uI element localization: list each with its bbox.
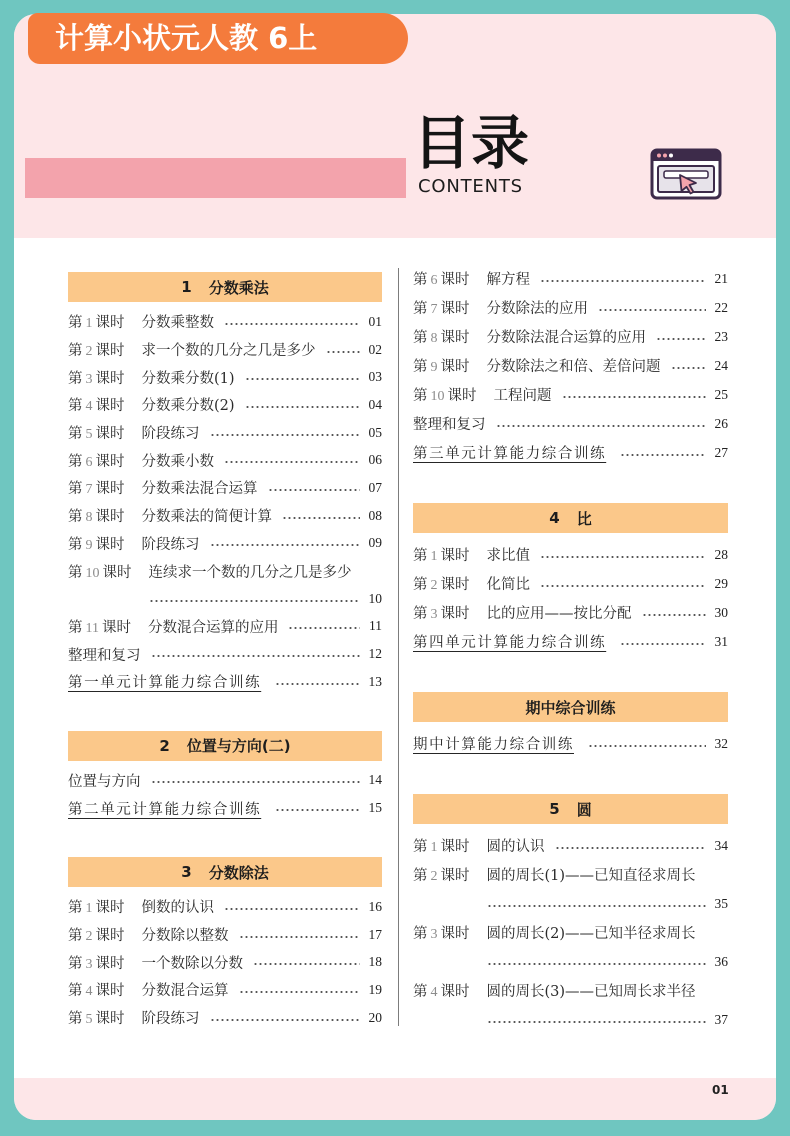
lesson-label: 第 3 课时 [413,926,470,942]
dot-leader [671,365,707,371]
entry-title: 分数乘法混合运算 [141,481,258,498]
toc-entry [68,419,382,447]
page-number: 10 [368,590,382,606]
entry-title: 分数除法混合运算的应用 [486,330,646,346]
lesson-label: 第 5 课时 [68,1011,125,1028]
page-subtitle: CONTENTS [418,176,523,197]
training-title: 第四单元计算能力综合训练 [413,635,607,651]
dot-leader [210,1017,361,1023]
entry-title: 分数除法的应用 [486,301,588,317]
lesson-number: 1 [85,316,93,332]
toc-left-column [68,272,382,1031]
page-number: 15 [368,800,382,816]
toc-entry-continuation [413,947,728,976]
entry-title: 解方程 [486,272,530,288]
toc-entry [413,540,728,569]
lesson-label: 第 5 课时 [68,426,125,443]
lesson-number: 2 [430,578,438,593]
lesson-label: 第 6 课时 [68,453,125,470]
lesson-number: 3 [430,927,438,942]
page-number: 16 [368,898,382,914]
toc-entry [413,322,728,351]
page-number: 29 [714,575,728,591]
page-number: 03 [368,369,382,385]
dot-leader [210,542,361,548]
section-title: 分数除法 [208,863,269,882]
toc-entry [68,474,382,502]
entry-title: 比的应用——按比分配 [486,606,632,622]
page-number: 11 [369,618,382,634]
entry-title: 求比值 [486,548,530,564]
page-title: 目录 [413,109,530,177]
lesson-number: 7 [430,302,438,317]
dot-leader [245,376,360,382]
page-number: 23 [714,328,728,344]
page-number: 34 [714,837,728,853]
section-number: 4 [549,509,560,527]
toc-entry [68,363,382,391]
entry-title: 分数混合运算的应用 [147,619,279,636]
dot-leader [253,961,360,967]
title-accent-bar [25,158,406,198]
toc-entry [413,860,728,889]
toc-entry [68,976,382,1004]
dot-leader [540,278,706,284]
page-number: 14 [368,772,382,788]
dot-leader [245,404,360,410]
toc-entry [68,767,382,795]
toc-group [413,503,728,656]
section-title: 比 [576,509,592,528]
lesson-number: 1 [85,901,93,917]
lesson-label: 第 10 课时 [68,564,132,581]
toc-entry [413,976,728,1005]
lesson-number: 4 [85,399,93,415]
lesson-label: 第 2 课时 [68,928,125,945]
page-number: 25 [714,386,728,402]
section-number: 2 [159,736,170,755]
entry-title: 圆的周长(1)——已知直径求周长 [486,868,696,884]
toc-entry [68,948,382,976]
toc-right-column [413,264,728,1034]
lesson-number: 9 [85,537,93,553]
lesson-label: 第 3 课时 [413,606,470,622]
toc-entry [413,380,728,409]
dot-leader [151,653,361,659]
training-title: 期中计算能力综合训练 [413,737,574,753]
lesson-label: 第 8 课时 [68,509,125,526]
dot-leader [540,554,706,560]
dot-leader [288,625,360,631]
section-title: 分数乘法 [208,278,269,297]
section-header [68,272,382,302]
dot-leader [540,583,706,589]
page-number: 24 [714,357,728,373]
lesson-label: 第 9 课时 [68,536,125,553]
toc-entry [413,409,728,438]
toc-entry [68,893,382,921]
page-number: 36 [714,953,728,969]
dot-leader [239,934,361,940]
page-number: 37 [714,1011,728,1027]
lesson-number: 4 [430,985,438,1000]
dot-leader [487,903,706,909]
lesson-number: 8 [85,510,93,526]
page-number: 09 [368,535,382,551]
series-title-tab: 计算小状元人教 6上 [28,13,408,64]
lesson-label: 第 3 课时 [68,955,125,972]
lesson-number: 3 [85,956,93,972]
page-number: 18 [368,954,382,970]
toc-entry [68,391,382,419]
section-number: 5 [549,800,560,818]
page-number: 19 [368,981,382,997]
lesson-label: 第 1 课时 [68,900,125,917]
toc-entry [68,502,382,530]
entry-title: 一个数除以分数 [141,955,243,972]
toc-entry-continuation [413,1005,728,1034]
lesson-number: 1 [430,840,438,855]
dot-leader [224,459,360,465]
dot-leader [151,779,361,785]
page-number: 27 [714,444,728,460]
lesson-number: 6 [85,454,93,470]
entry-title: 圆的周长(2)——已知半径求周长 [486,926,696,942]
training-title: 第一单元计算能力综合训练 [68,675,262,692]
page-number: 20 [368,1009,382,1025]
lesson-number: 9 [430,360,438,375]
dot-leader [239,989,361,995]
lesson-number: 3 [430,607,438,622]
page-number: 31 [714,633,728,649]
toc-group [413,692,728,758]
dot-leader [620,641,706,647]
entry-title: 分数混合运算 [141,983,229,1000]
page-number: 08 [368,507,382,523]
entry-title: 圆的认识 [486,839,545,855]
toc-entry [68,530,382,558]
toc-entry [68,668,382,696]
toc-group [68,857,382,1031]
page-number: 02 [368,341,382,357]
dot-leader [224,321,360,327]
lesson-number: 6 [430,273,438,288]
lesson-label: 第 7 课时 [68,481,125,498]
toc-entry [68,1004,382,1032]
lesson-label: 第 1 课时 [413,548,470,564]
page-number-footer: 01 [712,1083,729,1097]
dot-leader [562,394,707,400]
lesson-label: 第 11 课时 [68,619,131,636]
page-number: 28 [714,546,728,562]
dot-leader [282,515,360,521]
section-title: 期中综合训练 [525,698,616,717]
dot-leader [620,452,706,458]
toc-entry [413,598,728,627]
lesson-label: 第 1 课时 [413,839,470,855]
entry-title: 分数乘整数 [141,315,214,332]
page-number: 13 [368,673,382,689]
toc-entry [68,336,382,364]
page-number: 05 [368,424,382,440]
toc-entry-continuation [68,585,382,613]
entry-title: 分数除以整数 [141,928,229,945]
entry-title: 分数乘法的简便计算 [141,509,272,526]
dot-leader [326,349,361,355]
section-header [68,857,382,887]
lesson-number: 5 [85,427,93,443]
entry-title: 分数乘分数(1) [141,370,235,387]
page-number: 12 [368,646,382,662]
toc-entry [68,921,382,949]
lesson-label: 第 1 课时 [68,315,125,332]
browser-window-cursor-icon [650,148,722,200]
page-number: 01 [368,313,382,329]
entry-title: 倒数的认识 [141,900,214,917]
page-number: 06 [368,452,382,468]
lesson-label: 第 7 课时 [413,301,470,317]
section-title: 圆 [576,800,592,819]
toc-entry [413,627,728,656]
page-number: 07 [368,479,382,495]
page-number: 35 [714,895,728,911]
training-title: 第三单元计算能力综合训练 [413,446,607,462]
entry-title: 位置与方向 [68,773,141,790]
section-number: 3 [181,863,192,881]
entry-title: 求一个数的几分之几是多少 [141,343,316,360]
entry-title: 阶段练习 [141,536,200,553]
toc-entry [413,293,728,322]
toc-group [68,272,382,696]
lesson-label: 第 9 课时 [413,359,470,375]
toc-entry [413,569,728,598]
entry-title: 分数除法之和倍、差倍问题 [486,359,661,375]
lesson-label: 第 2 课时 [413,868,470,884]
lesson-number: 10 [430,389,445,404]
dot-leader [487,1019,706,1025]
training-title: 第二单元计算能力综合训练 [68,801,262,818]
lesson-number: 1 [430,549,438,564]
lesson-number: 8 [430,331,438,346]
dot-leader [275,681,360,687]
toc-group [413,264,728,467]
lesson-label: 第 10 课时 [413,388,477,404]
toc-entry [413,438,728,467]
dot-leader [268,487,361,493]
dot-leader [555,845,707,851]
section-number: 1 [181,278,192,296]
dot-leader [149,598,360,604]
toc-entry [413,351,728,380]
section-header [413,794,728,824]
toc-entry [68,794,382,822]
dot-leader [487,961,706,967]
entry-title: 工程问题 [493,388,552,404]
toc-entry-continuation [413,889,728,918]
column-divider [398,268,399,1026]
lesson-number: 11 [85,620,99,636]
lesson-label: 第 2 课时 [68,343,125,360]
lesson-number: 3 [85,371,93,387]
toc-entry [68,613,382,641]
dot-leader [496,423,707,429]
entry-title: 整理和复习 [413,417,486,433]
dot-leader [642,612,707,618]
entry-title: 分数乘小数 [141,453,214,470]
lesson-label: 第 8 课时 [413,330,470,346]
entry-title: 阶段练习 [141,1011,200,1028]
dot-leader [224,906,360,912]
entry-title: 圆的周长(3)——已知周长求半径 [486,984,696,1000]
dot-leader [656,336,706,342]
lesson-label: 第 2 课时 [413,577,470,593]
lesson-label: 第 4 课时 [68,398,125,415]
entry-title: 阶段练习 [141,426,200,443]
page-number: 17 [368,926,382,942]
page-number: 04 [368,396,382,412]
dot-leader [588,743,706,749]
entry-title: 分数乘分数(2) [141,398,235,415]
toc-entry [68,308,382,336]
lesson-number: 4 [85,984,93,1000]
lesson-label: 第 4 课时 [68,983,125,1000]
footer-band [14,1078,776,1120]
page-number: 21 [714,270,728,286]
dot-leader [275,807,360,813]
lesson-label: 第 3 课时 [68,370,125,387]
toc-entry [68,446,382,474]
entry-title: 整理和复习 [68,647,141,664]
page-number: 32 [714,735,728,751]
toc-entry [413,729,728,758]
lesson-number: 5 [85,1012,93,1028]
lesson-number: 2 [430,869,438,884]
section-header [68,731,382,761]
lesson-number: 7 [85,482,93,498]
lesson-number: 2 [85,929,93,945]
toc-entry [413,831,728,860]
dot-leader [598,307,706,313]
toc-entry [68,557,382,585]
toc-group [413,794,728,1034]
toc-entry [413,264,728,293]
lesson-number: 2 [85,344,93,360]
page-number: 30 [714,604,728,620]
dot-leader [210,432,361,438]
section-header [413,503,728,533]
lesson-label: 第 6 课时 [413,272,470,288]
page-number: 26 [714,415,728,431]
entry-title: 化简比 [486,577,530,593]
toc-entry [413,918,728,947]
lesson-label: 第 4 课时 [413,984,470,1000]
section-title: 位置与方向(二) [186,737,291,756]
section-header [413,692,728,722]
toc-group [68,731,382,822]
lesson-number: 10 [85,565,100,581]
toc-entry [68,640,382,668]
entry-title: 连续求一个数的几分之几是多少 [148,564,352,581]
page-number: 22 [714,299,728,315]
